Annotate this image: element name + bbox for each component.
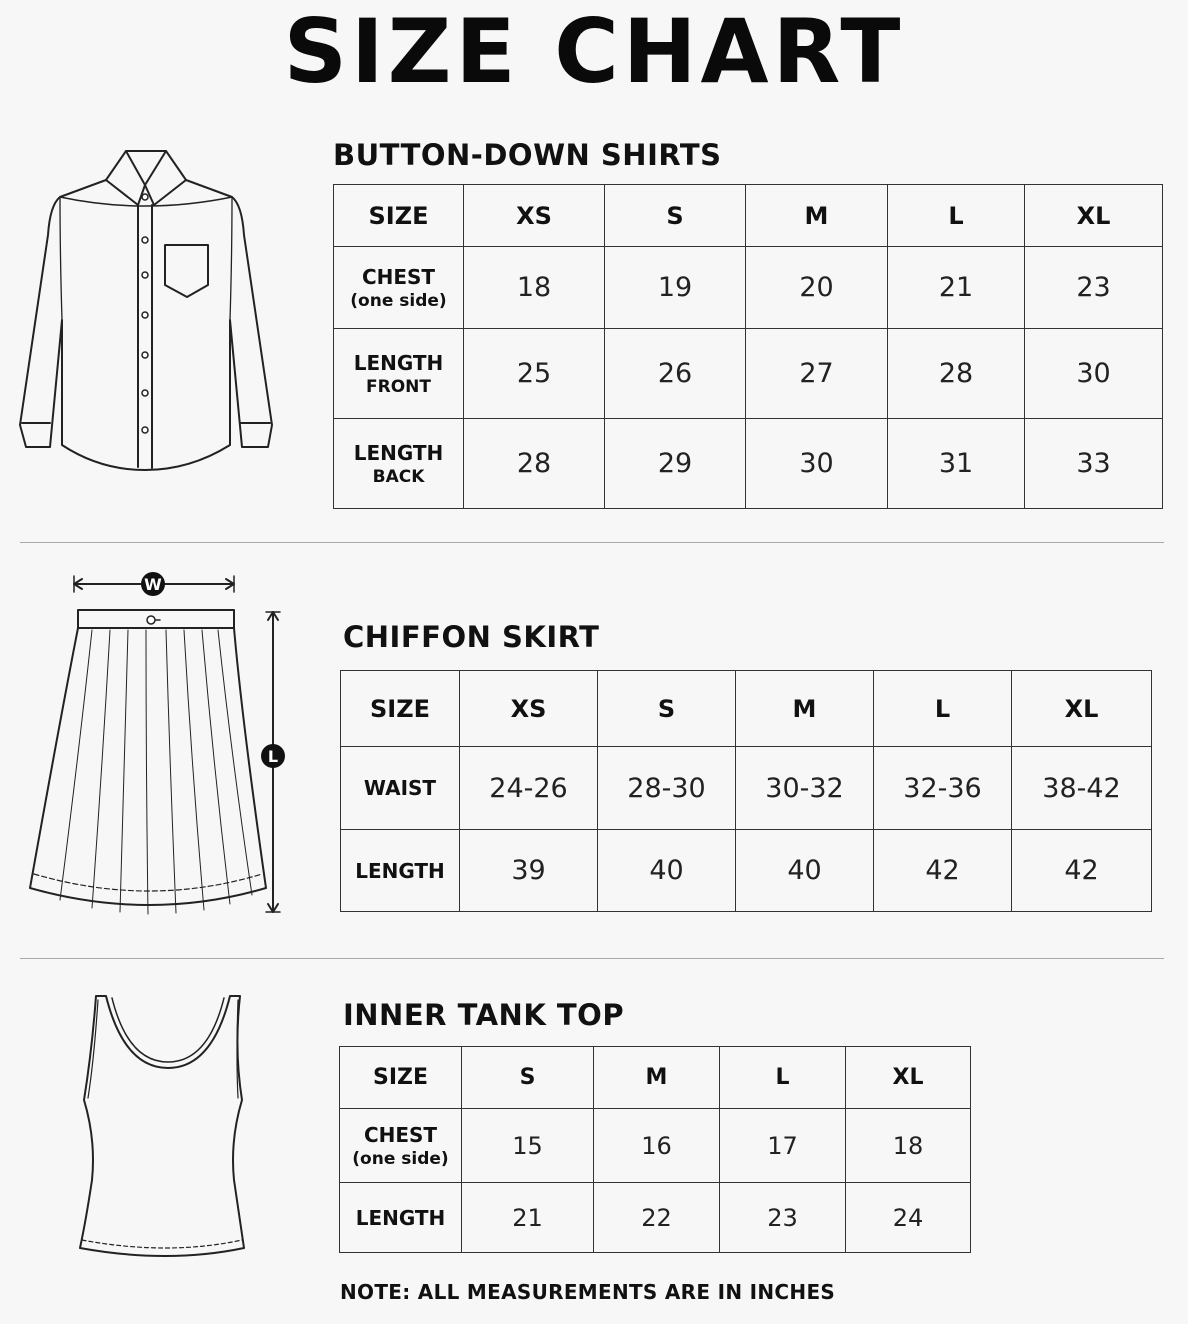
table-cell: 26 xyxy=(605,329,746,419)
size-column-header: XS xyxy=(460,671,598,747)
size-column-header: M xyxy=(736,671,874,747)
size-column-header: XL xyxy=(1025,185,1163,247)
table-cell: 17 xyxy=(720,1109,846,1183)
shirts-title: BUTTON-DOWN SHIRTS xyxy=(333,138,722,172)
row-label-main: LENGTH xyxy=(353,440,444,465)
table-cell: 25 xyxy=(464,329,605,419)
row-label-sub: BACK xyxy=(372,466,425,487)
tank-title: INNER TANK TOP xyxy=(343,998,625,1032)
table-row xyxy=(341,747,1152,830)
table-row xyxy=(340,1183,971,1253)
row-label xyxy=(341,830,460,912)
size-header: SIZE xyxy=(341,671,460,747)
table-cell: 24 xyxy=(846,1183,971,1253)
table-cell: 27 xyxy=(746,329,888,419)
row-label-main: CHEST xyxy=(363,1122,438,1147)
size-column-header: L xyxy=(888,185,1025,247)
table-cell: 15 xyxy=(462,1109,594,1183)
section-divider xyxy=(20,542,1164,543)
table-cell: 32-36 xyxy=(874,747,1012,830)
size-column-header: L xyxy=(720,1047,846,1109)
table-cell: 24-26 xyxy=(460,747,598,830)
skirt-size-table xyxy=(340,670,1152,912)
table-row xyxy=(334,329,1163,419)
table-cell: 29 xyxy=(605,419,746,509)
table-cell: 30 xyxy=(1025,329,1163,419)
size-column-header: XL xyxy=(846,1047,971,1109)
skirt-title: CHIFFON SKIRT xyxy=(343,620,600,654)
row-label xyxy=(341,747,460,830)
size-column-header: S xyxy=(598,671,736,747)
table-cell: 19 xyxy=(605,247,746,329)
shirts-size-table xyxy=(333,184,1163,509)
size-column-header: L xyxy=(874,671,1012,747)
size-column-header: XS xyxy=(464,185,605,247)
table-cell: 38-42 xyxy=(1012,747,1152,830)
size-column-header: M xyxy=(594,1047,720,1109)
table-cell: 18 xyxy=(846,1109,971,1183)
table-header-row xyxy=(341,671,1152,747)
tank-size-table xyxy=(339,1046,971,1253)
table-row xyxy=(334,247,1163,329)
table-header-row xyxy=(340,1047,971,1109)
table-cell: 23 xyxy=(1025,247,1163,329)
table-cell: 40 xyxy=(736,830,874,912)
table-cell: 30-32 xyxy=(736,747,874,830)
row-label xyxy=(340,1109,462,1183)
table-cell: 31 xyxy=(888,419,1025,509)
size-column-header: M xyxy=(746,185,888,247)
length-marker: L xyxy=(267,747,279,766)
skirt-illustration-icon xyxy=(20,570,295,920)
row-label-main: CHEST xyxy=(361,264,436,289)
size-header: SIZE xyxy=(340,1047,462,1109)
row-label-sub: (one side) xyxy=(350,290,447,311)
size-column-header: S xyxy=(462,1047,594,1109)
section-divider xyxy=(20,958,1164,959)
row-label-main: LENGTH xyxy=(353,350,444,375)
table-cell: 30 xyxy=(746,419,888,509)
table-cell: 42 xyxy=(1012,830,1152,912)
table-row xyxy=(341,830,1152,912)
row-label-main: LENGTH xyxy=(355,1205,446,1230)
table-cell: 23 xyxy=(720,1183,846,1253)
row-label-main: WAIST xyxy=(363,776,437,800)
row-label-main: LENGTH xyxy=(355,858,445,883)
table-cell: 18 xyxy=(464,247,605,329)
row-label xyxy=(334,419,464,509)
table-cell: 28-30 xyxy=(598,747,736,830)
table-cell: 39 xyxy=(460,830,598,912)
row-label xyxy=(334,247,464,329)
row-label-sub: (one side) xyxy=(352,1148,449,1169)
table-header-row xyxy=(334,185,1163,247)
table-cell: 40 xyxy=(598,830,736,912)
tank-top-illustration-icon xyxy=(74,990,254,1265)
table-cell: 33 xyxy=(1025,419,1163,509)
table-cell: 22 xyxy=(594,1183,720,1253)
width-marker: W xyxy=(144,575,162,594)
size-header: SIZE xyxy=(334,185,464,247)
table-cell: 42 xyxy=(874,830,1012,912)
table-cell: 21 xyxy=(888,247,1025,329)
row-label-sub: FRONT xyxy=(366,376,431,397)
measurement-note: NOTE: ALL MEASUREMENTS ARE IN INCHES xyxy=(340,1280,836,1304)
table-row xyxy=(340,1109,971,1183)
table-cell: 28 xyxy=(464,419,605,509)
table-cell: 16 xyxy=(594,1109,720,1183)
page-title: SIZE CHART xyxy=(283,0,905,103)
shirt-illustration-icon xyxy=(10,145,280,475)
table-cell: 21 xyxy=(462,1183,594,1253)
table-cell: 28 xyxy=(888,329,1025,419)
table-cell: 20 xyxy=(746,247,888,329)
size-column-header: XL xyxy=(1012,671,1152,747)
row-label xyxy=(340,1183,462,1253)
row-label xyxy=(334,329,464,419)
size-column-header: S xyxy=(605,185,746,247)
table-row xyxy=(334,419,1163,509)
